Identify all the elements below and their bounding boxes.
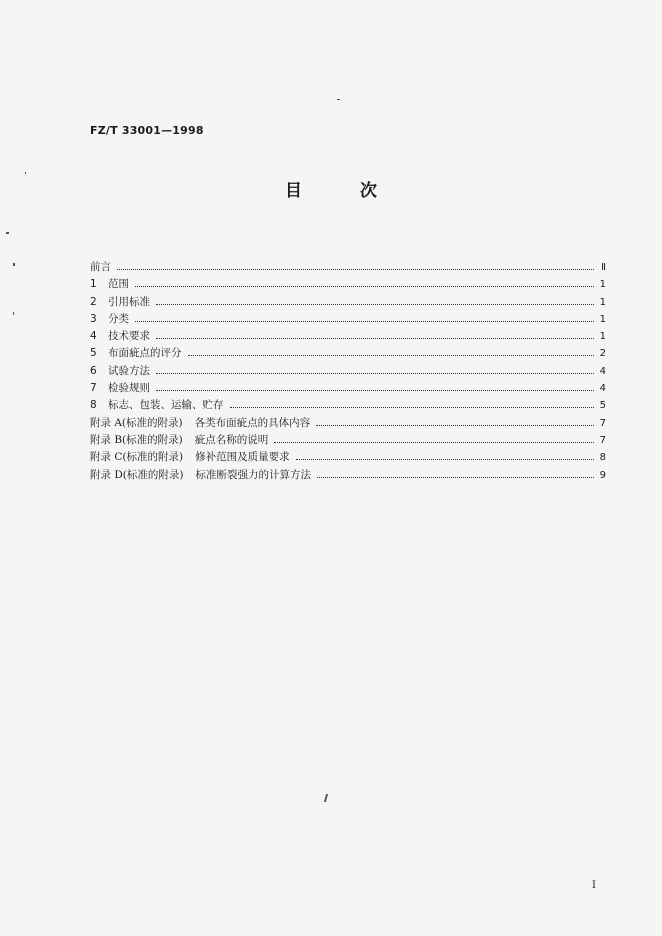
dot-leader bbox=[135, 320, 594, 322]
toc-entry-label: 布面疵点的评分 bbox=[108, 347, 182, 360]
dot-leader bbox=[188, 354, 595, 356]
toc-entry-page: 1 bbox=[599, 331, 606, 343]
toc-entry-appendix-a[interactable] bbox=[90, 415, 606, 432]
toc-entry-6[interactable] bbox=[90, 363, 606, 380]
dot-leader bbox=[156, 337, 594, 339]
toc-entry-number: 1 bbox=[90, 278, 97, 291]
toc-entry-label: 范围 bbox=[108, 278, 129, 291]
toc-entry-7[interactable] bbox=[90, 380, 606, 397]
toc-title-char-1: 目 bbox=[285, 181, 302, 201]
toc-entry-label: 前言 bbox=[90, 261, 111, 273]
toc-entry-8[interactable] bbox=[90, 397, 606, 414]
toc-entry-label: 各类布面疵点的具体内容 bbox=[194, 416, 311, 429]
dot-leader bbox=[156, 389, 594, 391]
toc-entry-label: 修补范围及质量要求 bbox=[195, 451, 290, 464]
toc-entry-page: 7 bbox=[599, 417, 606, 429]
toc-entry-page: 4 bbox=[599, 383, 606, 395]
toc-entry-4[interactable] bbox=[90, 328, 606, 345]
dot-leader bbox=[296, 458, 594, 460]
standard-number: FZ/T 33001—1998 bbox=[90, 124, 204, 137]
toc-entry-number: 8 bbox=[90, 399, 97, 412]
toc-entry-page: 1 bbox=[599, 313, 606, 325]
toc-entry-label: 检验规则 bbox=[108, 382, 150, 395]
dot-leader bbox=[274, 441, 594, 443]
toc-entry-number: 6 bbox=[90, 364, 97, 377]
toc-entry-1[interactable] bbox=[90, 276, 606, 293]
toc-entry-page: 5 bbox=[599, 400, 606, 412]
scan-speck bbox=[13, 263, 15, 266]
toc-entry-5[interactable] bbox=[90, 345, 606, 362]
toc-entry-number: 4 bbox=[90, 330, 97, 343]
toc-entry-label: 疵点名称的说明 bbox=[194, 433, 269, 446]
dot-leader bbox=[230, 406, 595, 408]
toc-entry-number: 7 bbox=[90, 382, 97, 395]
toc-entry-appendix-d[interactable] bbox=[90, 467, 606, 484]
toc-entry-label: 引用标准 bbox=[108, 295, 150, 308]
toc-entry-label: 技术要求 bbox=[108, 330, 150, 343]
toc-entry-appendix-prefix: 附录 B(标准的附录) bbox=[90, 433, 183, 446]
toc-entry-label: 试验方法 bbox=[108, 364, 150, 377]
toc-entry-label: 分类 bbox=[108, 312, 129, 325]
toc-entry-foreword[interactable] bbox=[90, 259, 606, 276]
toc-entry-page: 1 bbox=[599, 279, 606, 291]
toc-entry-page: 8 bbox=[599, 452, 606, 464]
toc-entry-page: 7 bbox=[599, 434, 606, 446]
toc-entry-number: 5 bbox=[90, 347, 97, 360]
toc-entry-appendix-c[interactable] bbox=[90, 449, 606, 466]
toc-entry-label: 标准断裂强力的计算方法 bbox=[195, 468, 311, 481]
dot-leader bbox=[156, 372, 594, 374]
scan-speck bbox=[13, 312, 14, 315]
dot-leader bbox=[135, 285, 594, 287]
toc-entry-appendix-prefix: 附录 A(标准的附录) bbox=[90, 416, 183, 429]
toc-title-char-2: 次 bbox=[360, 181, 377, 201]
toc-entry-label: 标志、包装、运输、贮存 bbox=[108, 399, 224, 412]
toc-entry-page: Ⅱ bbox=[601, 262, 606, 273]
toc-entry-appendix-b[interactable] bbox=[90, 432, 606, 449]
toc-entry-number: 3 bbox=[90, 312, 97, 325]
toc-entry-number: 2 bbox=[90, 295, 97, 308]
scan-speck bbox=[25, 172, 26, 174]
dot-leader bbox=[316, 424, 594, 426]
scan-speck bbox=[324, 794, 328, 802]
scan-speck bbox=[337, 99, 340, 100]
toc-entry-3[interactable] bbox=[90, 311, 606, 328]
toc-entry-page: 4 bbox=[599, 365, 606, 377]
dot-leader bbox=[117, 268, 594, 270]
toc-entry-page: 1 bbox=[599, 296, 606, 308]
toc-entry-page: 9 bbox=[599, 469, 606, 481]
toc-entry-appendix-prefix: 附录 C(标准的附录) bbox=[90, 451, 184, 464]
dot-leader bbox=[156, 303, 594, 305]
toc-entry-2[interactable] bbox=[90, 294, 606, 311]
toc-title bbox=[0, 176, 662, 201]
dot-leader bbox=[317, 476, 594, 478]
toc-entry-page: 2 bbox=[599, 348, 606, 360]
table-of-contents bbox=[90, 259, 606, 484]
scan-speck bbox=[6, 232, 9, 234]
toc-entry-appendix-prefix: 附录 D(标准的附录) bbox=[90, 468, 184, 481]
page-number: I bbox=[592, 880, 596, 891]
